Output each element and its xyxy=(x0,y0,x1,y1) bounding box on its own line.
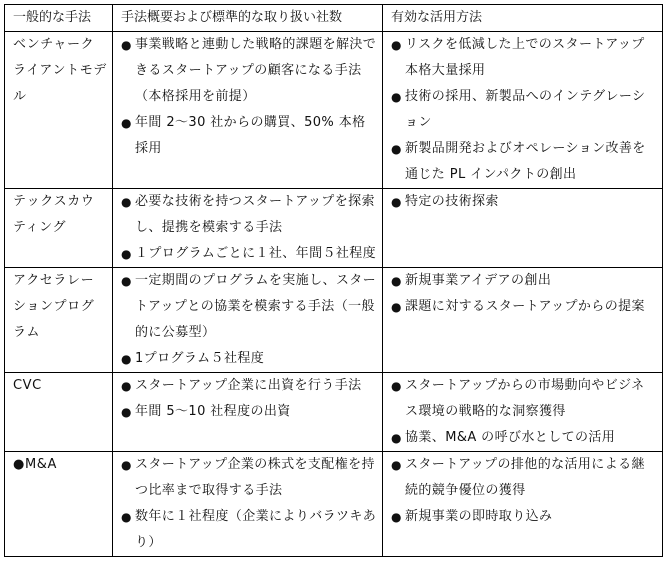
usage-list xyxy=(391,32,657,188)
method-cell xyxy=(5,373,113,452)
usage-list xyxy=(391,452,657,530)
overview-list xyxy=(121,268,377,372)
table-row-accelerator xyxy=(5,268,663,373)
overview-item: ● 年間 2～30 社からの購買、50% 本格採用 xyxy=(121,110,377,162)
usage-item: ● リスクを低減した上でのスタートアップ本格大量採用 xyxy=(391,32,657,84)
overview-list xyxy=(121,373,377,425)
overview-item: ● 数年に１社程度（企業によりバラツキあり） xyxy=(121,504,377,556)
header-overview: 手法概要および標準的な取り扱い社数 xyxy=(113,5,383,32)
usage-item: ● 新製品開発およびオペレーション改善を通じた PL インパクトの創出 xyxy=(391,136,657,188)
overview-list xyxy=(121,189,377,267)
overview-cell xyxy=(113,32,383,189)
overview-item: ● 一定期間のプログラムを実施し、スタートアップとの協業を模索する手法（一般的に公募型） xyxy=(121,268,377,346)
usage-item: ● スタートアップからの市場動向やビジネス環境の戦略的な洞察獲得 xyxy=(391,373,657,425)
overview-item: ● 事業戦略と連動した戦略的課題を解決できるスタートアップの顧客になる手法（本格採用を前提） xyxy=(121,32,377,110)
overview-item: ● スタートアップ企業の株式を支配権を持つ比率まで取得する手法 xyxy=(121,452,377,504)
usage-cell xyxy=(383,32,663,189)
overview-cell xyxy=(113,189,383,268)
usage-cell xyxy=(383,268,663,373)
overview-item: ● １プログラムごとに１社、年間５社程度 xyxy=(121,241,377,267)
overview-item: ● 年間 5～10 社程度の出資 xyxy=(121,399,377,425)
usage-item: ● 課題に対するスタートアップからの提案 xyxy=(391,294,657,320)
overview-list xyxy=(121,32,377,162)
usage-item: ● 特定の技術探索 xyxy=(391,189,657,215)
method-cell xyxy=(5,189,113,268)
table-row-cvc xyxy=(5,373,663,452)
usage-item: ● スタートアップの排他的な活用による継続的競争優位の獲得 xyxy=(391,452,657,504)
table-header xyxy=(5,5,663,32)
method-name: テックスカウティング xyxy=(13,194,95,235)
usage-list xyxy=(391,268,657,320)
header-row xyxy=(5,5,663,32)
overview-cell xyxy=(113,452,383,557)
overview-item: ● スタートアップ企業に出資を行う手法 xyxy=(121,373,377,399)
method-cell xyxy=(5,268,113,373)
table-row-tech-scouting xyxy=(5,189,663,268)
method-cell xyxy=(5,32,113,189)
usage-item: ● 新規事業アイデアの創出 xyxy=(391,268,657,294)
header-usage: 有効な活用方法 xyxy=(383,5,663,32)
method-name: ●M&A xyxy=(13,457,57,472)
overview-item: ● 必要な技術を持つスタートアップを探索し、提携を模索する手法 xyxy=(121,189,377,241)
method-name: ベンチャークライアントモデル xyxy=(13,37,107,104)
overview-list xyxy=(121,452,377,556)
startup-collaboration-table xyxy=(4,4,663,557)
table-body xyxy=(5,32,663,557)
usage-cell xyxy=(383,452,663,557)
usage-item: ● 協業、M&A の呼び水としての活用 xyxy=(391,425,657,451)
usage-list xyxy=(391,373,657,451)
overview-cell xyxy=(113,373,383,452)
overview-item: ● 1プログラム５社程度 xyxy=(121,346,377,372)
table-row-ma xyxy=(5,452,663,557)
overview-cell xyxy=(113,268,383,373)
header-method: 一般的な手法 xyxy=(5,5,113,32)
method-name: CVC xyxy=(13,378,42,393)
usage-list xyxy=(391,189,657,215)
table-row-venture-client xyxy=(5,32,663,189)
usage-cell xyxy=(383,373,663,452)
method-cell xyxy=(5,452,113,557)
usage-item: ● 新規事業の即時取り込み xyxy=(391,504,657,530)
usage-cell xyxy=(383,189,663,268)
method-name: アクセラレーションプログラム xyxy=(13,273,95,340)
usage-item: ● 技術の採用、新製品へのインテグレーション xyxy=(391,84,657,136)
